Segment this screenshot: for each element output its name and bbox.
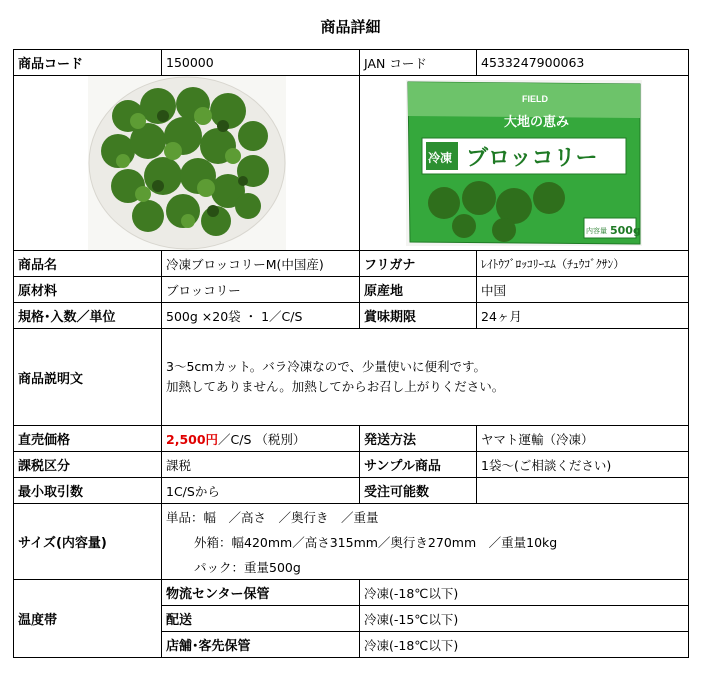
price-label: 直売価格 [14, 426, 162, 452]
description-line: 加熱してありません。加熱してからお召し上がりください。 [166, 379, 505, 394]
material-value: ブロッコリー [162, 277, 360, 303]
furigana-value: ﾚｲﾄｳﾌﾞﾛｯｺﾘｰｴﾑ（ﾁｭｳｺﾞｸｻﾝ） [477, 251, 689, 277]
table-row [14, 277, 689, 303]
size-label: サイズ(内容量) [14, 504, 162, 580]
frozen-broccoli-package-photo [404, 78, 644, 248]
table-row [14, 303, 689, 329]
product-photo-cell [14, 76, 360, 251]
broccoli-plate-photo [88, 76, 286, 250]
table-row [14, 329, 689, 426]
expiry-value: 24ヶ月 [477, 303, 689, 329]
product-spec-table [13, 49, 689, 658]
product-code-label: 商品コード [14, 50, 162, 76]
shipping-value: ヤマト運輸（冷凍） [477, 426, 689, 452]
table-row [14, 426, 689, 452]
min-order-label: 最小取引数 [14, 478, 162, 504]
table-row [14, 452, 689, 478]
table-row [14, 50, 689, 76]
description-label: 商品説明文 [14, 329, 162, 426]
tax-value: 課税 [162, 452, 360, 478]
table-row [14, 478, 689, 504]
table-row [14, 504, 689, 530]
page-title: 商品詳細 [320, 18, 381, 36]
sample-value: 1袋～(ご相談ください) [477, 452, 689, 478]
size-line: パック：重量500g [162, 554, 689, 580]
shipping-label: 発送方法 [360, 426, 477, 452]
size-line: 外箱：幅420mm／高さ315mm／奥行き270mm ／重量10kg [162, 529, 689, 554]
image-row [14, 76, 689, 251]
expiry-label: 賞味期限 [360, 303, 477, 329]
product-name-value: 冷凍ブロッコリーM(中国産) [162, 251, 360, 277]
origin-value: 中国 [477, 277, 689, 303]
tax-label: 課税区分 [14, 452, 162, 478]
temp-item-label: 配送 [162, 606, 360, 632]
size-line: 単品：幅 ／高さ ／奥行き ／重量 [162, 504, 689, 530]
temp-item-value: 冷凍(-18℃以下) [360, 580, 689, 606]
temp-item-value: 冷凍(-18℃以下) [360, 632, 689, 658]
temp-item-label: 物流センター保管 [162, 580, 360, 606]
spec-label: 規格･入数／単位 [14, 303, 162, 329]
accept-label: 受注可能数 [360, 478, 477, 504]
temp-item-label: 店舗･客先保管 [162, 632, 360, 658]
table-row [14, 251, 689, 277]
furigana-label: フリガナ [360, 251, 477, 277]
accept-value [477, 478, 689, 504]
material-label: 原材料 [14, 277, 162, 303]
package-name: ブロッコリー [466, 146, 598, 171]
spec-value: 500g ×20袋 ・ 1／C/S [162, 303, 360, 329]
origin-label: 原産地 [360, 277, 477, 303]
temperature-label: 温度帯 [14, 580, 162, 658]
jan-code-value: 4533247900063 [477, 50, 689, 76]
sample-label: サンプル商品 [360, 452, 477, 478]
product-name-label: 商品名 [14, 251, 162, 277]
price-amount: 2,500円 [166, 431, 219, 447]
temp-item-value: 冷凍(-15℃以下) [360, 606, 689, 632]
product-code-value: 150000 [162, 50, 360, 76]
package-weight-label: 内容量 [586, 227, 607, 235]
package-brand: FIELD [522, 94, 548, 104]
package-name-small: 冷凍 [428, 151, 453, 165]
table-row [14, 580, 689, 606]
package-photo-cell [360, 76, 689, 251]
package-weight: 500g [610, 224, 641, 237]
min-order-value: 1C/Sから [162, 478, 360, 504]
price-unit: ／C/S （税別） [218, 431, 306, 447]
package-slogan: 大地の恵み [504, 115, 570, 130]
price-value [162, 426, 360, 452]
jan-code-label: JAN コード [360, 50, 477, 76]
description-value [162, 329, 689, 426]
description-line: 3～5cmカット。バラ冷凍なので、少量使いに便利です。 [166, 359, 486, 374]
